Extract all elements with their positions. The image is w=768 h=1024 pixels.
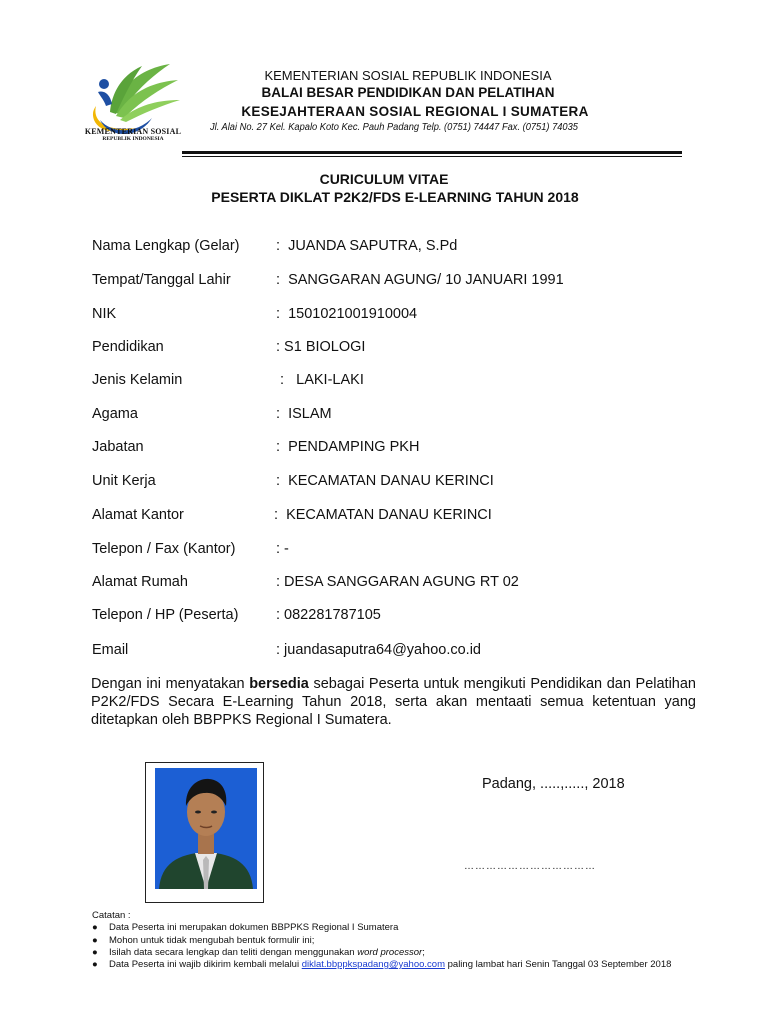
field-value-education: : S1 BIOLOGI <box>276 339 366 355</box>
field-value-full-name: : JUANDA SAPUTRA, S.Pd <box>276 238 458 254</box>
field-label-email: Email <box>92 642 129 658</box>
bullet-icon: ● <box>92 959 98 970</box>
field-label-gender: Jenis Kelamin <box>92 372 183 388</box>
notes-title: Catatan : <box>92 910 131 921</box>
letterhead-institution: BALAI BESAR PENDIDIKAN DAN PELATIHAN <box>261 85 555 100</box>
field-value-nik: : 1501021001910004 <box>276 306 418 322</box>
statement-emphasis: bersedia <box>249 676 309 692</box>
logo-caption-ministry: KEMENTERIAN SOSIAL <box>84 127 182 136</box>
letterhead-ministry: KEMENTERIAN SOSIAL REPUBLIK INDONESIA <box>264 68 552 83</box>
field-value-email: : juandasaputra64@yahoo.co.id <box>276 642 481 658</box>
field-value-gender: : LAKI-LAKI <box>276 372 364 388</box>
letterhead-address: Jl. Alai No. 27 Kel. Kapalo Koto Kec. Pauh Padang Telp. (0751) 74447 Fax. (0751) 74035 <box>210 122 578 133</box>
field-label-mobile-phone: Telepon / HP (Peserta) <box>92 607 239 623</box>
field-label-birth: Tempat/Tanggal Lahir <box>92 272 231 288</box>
place-date: Padang, .....,....., 2018 <box>482 776 625 792</box>
document-title: CURICULUM VITAE <box>319 171 449 187</box>
bullet-icon: ● <box>92 935 98 946</box>
participant-photo <box>155 768 257 889</box>
field-label-work-unit: Unit Kerja <box>92 473 156 489</box>
field-value-home-address: : DESA SANGGARAN AGUNG RT 02 <box>276 574 519 590</box>
note-item: ● Mohon untuk tidak mengubah bentuk formulir ini; <box>92 935 315 946</box>
field-value-position: : PENDAMPING PKH <box>276 439 420 455</box>
field-value-mobile-phone: : 082281787105 <box>276 607 381 623</box>
document-subtitle: PESERTA DIKLAT P2K2/FDS E-LEARNING TAHUN 2018 <box>211 189 579 205</box>
field-label-education: Pendidikan <box>92 339 164 355</box>
field-label-full-name: Nama Lengkap (Gelar) <box>92 238 240 254</box>
letterhead-institution-region: KESEJAHTERAAN SOSIAL REGIONAL I SUMATERA <box>241 104 589 119</box>
field-value-office-phone: : - <box>276 541 289 557</box>
email-link[interactable]: diklat.bbppkspadang@yahoo.com <box>301 959 445 970</box>
field-label-religion: Agama <box>92 406 138 422</box>
logo-caption-country: REPUBLIK INDONESIA <box>102 136 164 142</box>
bullet-icon: ● <box>92 922 98 933</box>
field-label-nik: NIK <box>92 306 117 322</box>
statement-paragraph: Dengan ini menyatakan bersedia sebagai Peserta untuk mengikuti Pendidikan dan Pelatihan P2K2/FDS Secara E-Learning Tahun 2018, serta akan mentaati semua ketentuan yang ditetapkan oleh BBPPKS Regional I Sumatera. <box>91 676 696 728</box>
signature-line: ……………………………… <box>464 861 596 872</box>
note-item: ● Isilah data secara lengkap dan teliti dengan menggunakan word processor; <box>92 947 425 958</box>
note-item: ● Data Peserta ini merupakan dokumen BBPPKS Regional I Sumatera <box>92 922 399 933</box>
letterhead-rule-thick <box>182 151 682 154</box>
field-label-position: Jabatan <box>92 439 144 455</box>
letterhead-rule-thin <box>182 156 682 157</box>
field-value-work-unit: : KECAMATAN DANAU KERINCI <box>276 473 494 489</box>
bullet-icon: ● <box>92 947 98 958</box>
field-label-home-address: Alamat Rumah <box>92 574 188 590</box>
field-label-office-phone: Telepon / Fax (Kantor) <box>92 541 236 557</box>
field-value-office-address: : KECAMATAN DANAU KERINCI <box>274 507 492 523</box>
field-label-office-address: Alamat Kantor <box>92 507 184 523</box>
field-value-birth: : SANGGARAN AGUNG/ 10 JANUARI 1991 <box>276 272 564 288</box>
field-value-religion: : ISLAM <box>276 406 332 422</box>
note-item: ● Data Peserta ini wajib dikirim kembali melalui diklat.bbppkspadang@yahoo.com paling lambat hari Senin Tanggal 03 September 2018 <box>92 959 672 970</box>
